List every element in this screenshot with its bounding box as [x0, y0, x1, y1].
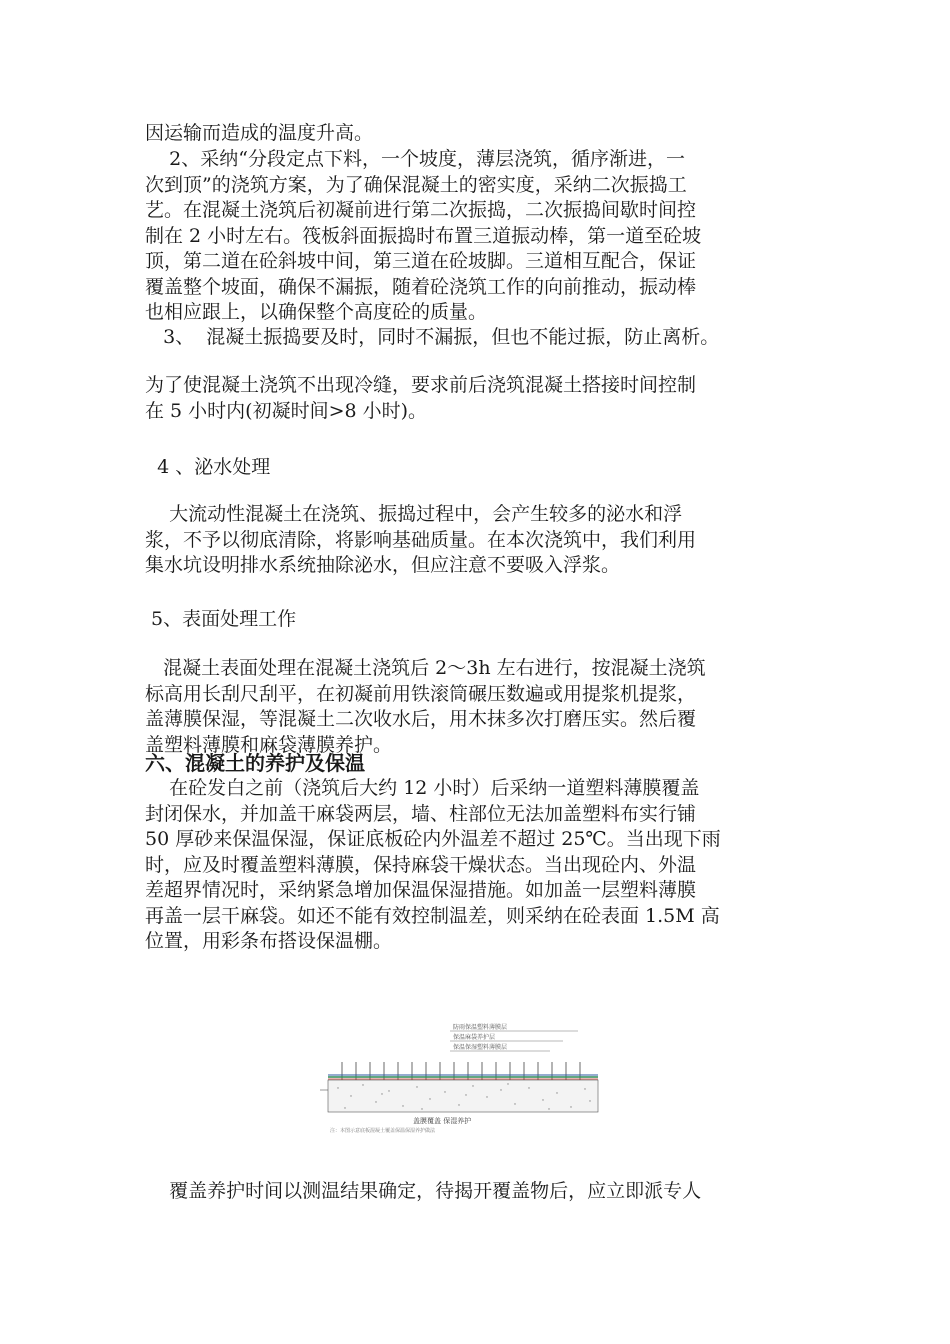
curing-layer-diagram: [318, 1022, 610, 1140]
paragraph-1: [145, 121, 810, 147]
text-line: 位置，用彩条布搭设保温棚。: [145, 930, 393, 952]
text-line: 艺。在混凝土浇筑后初凝前进行第二次振捣，二次振捣间歇时间控: [145, 199, 697, 221]
text-line: 在砼发白之前（浇筑后大约 12 小时）后采纳一道塑料薄膜覆盖: [145, 777, 700, 799]
text-line: 标高用长刮尺刮平，在初凝前用铁滚筒碾压数遍或用提浆机提浆，: [145, 682, 697, 705]
text-line: 因运输而造成的温度升高。: [145, 122, 374, 144]
text-line: 顶，第二道在砼斜坡中间，第三道在砼坡脚。三道相互配合，保证: [145, 250, 697, 272]
text-line: 时，应及时覆盖塑料薄膜，保持麻袋干燥状态。当出现砼内、外温: [145, 853, 697, 876]
text-line: 2、采纳“分段定点下料，一个坡度，薄层浇筑，循序渐进，一: [145, 148, 685, 170]
text-line: 混凝土表面处理在混凝土浇筑后 2～3h 左右进行，按混凝土浇筑: [145, 657, 706, 679]
text-line: 差超界情况时，采纳紧急增加保温保湿措施。如加盖一层塑料薄膜: [145, 879, 697, 901]
layer-label-2: 保温麻袋养护层: [453, 1034, 496, 1041]
text-line: 制在 2 小时左右。筏板斜面振捣时布置三道振动棒，第一道至砼坡: [145, 224, 702, 247]
section-4-title: [145, 455, 810, 481]
paragraph-8: [145, 1179, 810, 1205]
layer-label-3: 保温保湿塑料薄膜层: [453, 1044, 508, 1051]
text-line: 3、 混凝土振捣要及时，同时不漏振，但也不能过振，防止离析。: [145, 326, 720, 348]
text-line: 覆盖养护时间以测温结果确定，待揭开覆盖物后，应立即派专人: [145, 1180, 702, 1202]
text-line: 在 5 小时内(初凝时间>8 小时)。: [145, 399, 428, 422]
text-line: 也相应跟上，以确保整个高度砼的质量。: [145, 301, 488, 323]
section-heading-6: 六、混凝土的养护及保温: [145, 751, 365, 775]
section-title: 5、表面处理工作: [145, 608, 297, 630]
section-5-title: [145, 607, 810, 633]
paragraph-6: [145, 656, 810, 758]
text-line: 大流动性混凝土在浇筑、振捣过程中，会产生较多的泌水和浮: [145, 503, 683, 525]
layer-label-1: 防雨保温塑料薄膜层: [453, 1024, 508, 1031]
paragraph-2: [145, 147, 810, 326]
paragraph-4: [145, 373, 810, 424]
text-line: 再盖一层干麻袋。如还不能有效控制温差，则采纳在砼表面 1.5M 高: [145, 904, 720, 927]
text-line: 盖塑料薄膜和麻袋薄膜养护。: [145, 733, 393, 756]
text-line: 50 厚砂来保温保湿，保证底板砼内外温差不超过 25℃。当出现下雨: [145, 828, 721, 850]
paragraph-7: [145, 776, 810, 955]
text-line: 覆盖整个坡面，确保不漏振，随着砼浇筑工作的向前推动，振动棒: [145, 275, 697, 298]
text-line: 盖薄膜保湿，等混凝土二次收水后，用木抹多次打磨压实。然后覆: [145, 708, 697, 730]
paragraph-5: [145, 502, 810, 579]
paragraph-3: [145, 325, 810, 351]
layer-labels: [450, 1023, 578, 1051]
text-line: 浆，不予以彻底清除，将影响基础质量。在本次浇筑中，我们利用: [145, 528, 697, 551]
figure-caption: 盖膜覆盖 保湿养护: [413, 1117, 472, 1125]
figure-footnote: 注：本图示意底板混凝土覆盖保温保湿养护做法: [330, 1128, 436, 1134]
text-line: 集水坑设明排水系统抽除泌水，但应注意不要吸入浮浆。: [145, 554, 621, 576]
text-line: 为了使混凝土浇筑不出现冷缝，要求前后浇筑混凝土搭接时间控制: [145, 374, 697, 396]
text-line: 封闭保水，并加盖干麻袋两层，墙、柱部位无法加盖塑料布实行铺: [145, 802, 697, 825]
concrete-slab: [328, 1080, 598, 1112]
text-line: 次到顶”的浇筑方案，为了确保混凝土的密实度，采纳二次振捣工: [145, 173, 687, 196]
section-title: 4 、泌水处理: [145, 456, 271, 478]
